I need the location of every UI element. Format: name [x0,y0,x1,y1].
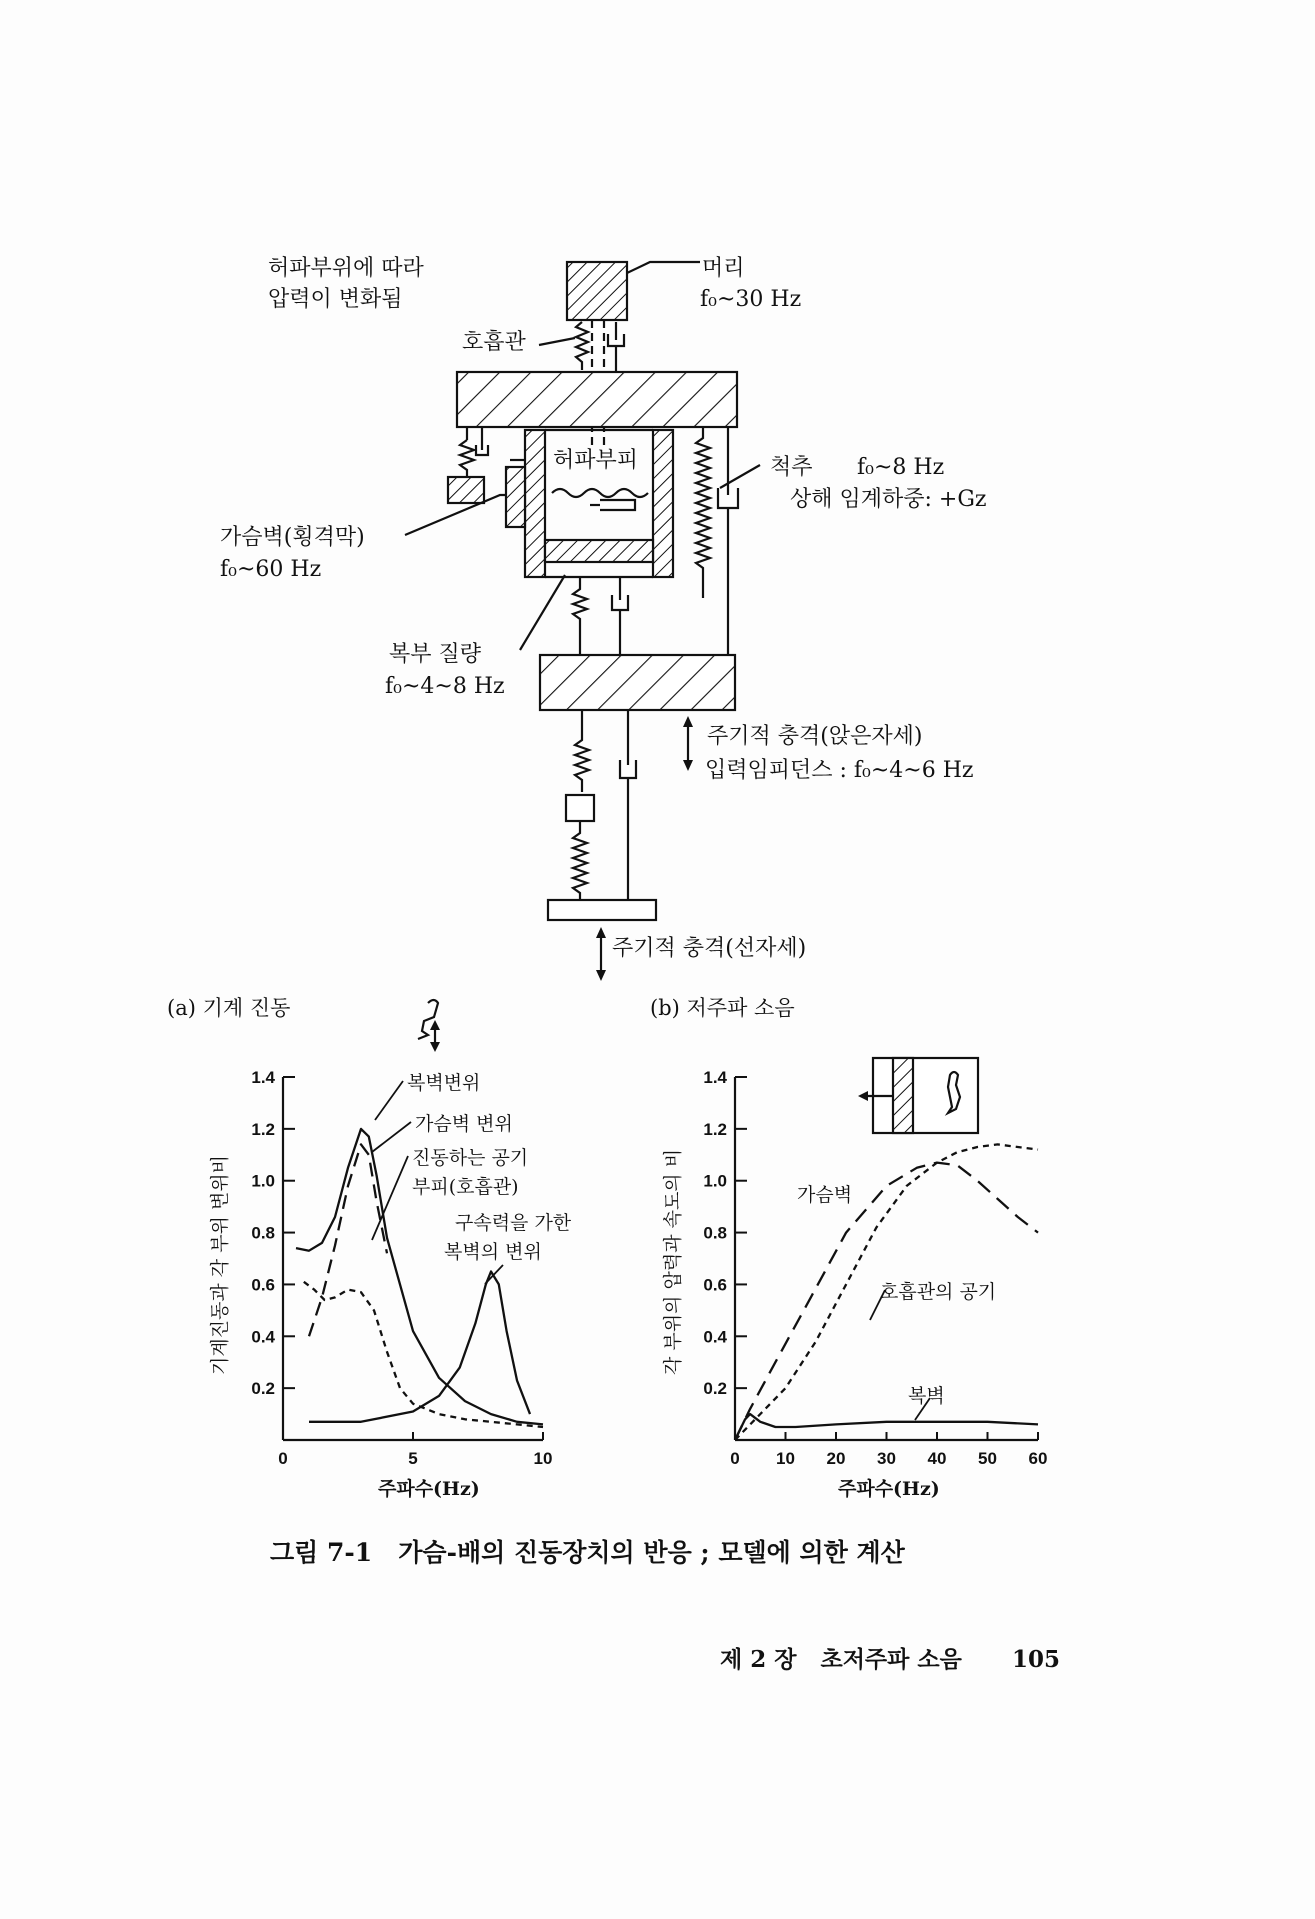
chapter-footer: 제 2 장 초저주파 소음 [720,1646,962,1673]
standing-input-label: 주기적 충격(선자세) [612,936,807,961]
chart-a-xlabel: 주파수(Hz) [378,1478,480,1500]
abdomen-label: 복부 질량 [389,642,482,667]
lung-label: 허파부피 [553,448,639,473]
chart-a-y-tick-label: 0.6 [251,1275,275,1295]
chart-b-xlabel: 주파수(Hz) [838,1478,940,1500]
spine-label: 척추 [770,455,813,480]
chart-a-y-tick-label: 1.0 [251,1171,275,1191]
chart-b-x-tick-label: 40 [927,1449,947,1468]
page-number: 105 [1012,1646,1061,1673]
head-freq: f₀~30 Hz [700,287,802,312]
chart-a-y-tick-label: 0.8 [251,1223,275,1243]
chart-b-y-tick-label: 0.8 [703,1223,727,1243]
annot-chest-wall: 가슴벽 변위 [415,1113,513,1135]
chart-b-x-tick-label: 50 [978,1449,997,1468]
annot-b-chest: 가슴벽 [797,1184,853,1206]
chart-b-y-tick-label: 1.2 [703,1119,727,1139]
head-label: 머리 [702,256,745,281]
annotation-leader-line [372,1156,408,1240]
spine-freq: f₀~8 Hz [857,455,945,480]
panel-a-title: (a) 기계 진동 [167,996,291,1020]
chart-a-x-tick-label: 10 [533,1449,553,1468]
annot-air-volume-2: 부피(호흡관) [412,1176,519,1198]
head-note-line2: 압력이 변화됨 [268,287,403,312]
airway-label: 호흡관 [462,330,526,355]
chart-a-x-tick-label: 0 [278,1449,288,1468]
chart-a-y-tick-label: 0.4 [251,1327,275,1347]
diaphragm-label: 가슴벽(횡격막) [220,525,365,550]
seated-input-label: 주기적 충격(앉은자세) [707,724,923,749]
chart-b-x-tick-label: 20 [826,1449,846,1468]
chart-a-y-tick-label: 0.2 [251,1379,275,1399]
chart-a-y-tick-label: 1.2 [251,1119,275,1139]
annot-abdomen-wall: 복벽변위 [407,1072,481,1094]
annotation-leader-line [375,1081,403,1120]
chart-b-y-tick-label: 0.4 [703,1327,727,1347]
abdomen-freq: f₀~4~8 Hz [385,674,505,699]
chart-b-y-tick-label: 0.2 [703,1379,727,1399]
chart-b-y-tick-label: 1.0 [703,1171,727,1191]
seated-impedance-label: 입력임피던스 : f₀~4~6 Hz [705,758,974,783]
chart-b-y-tick-label: 1.4 [703,1068,727,1087]
annot-restrained-2: 복벽의 변위 [444,1241,542,1263]
diaphragm-freq: f₀~60 Hz [220,557,322,582]
head-note-line1: 허파부위에 따라 [268,256,424,281]
annot-b-abdomen: 복벽 [908,1385,945,1407]
spine-load: 상해 임계하중: +Gz [790,487,987,512]
annot-air-volume-1: 진동하는 공기 [412,1147,529,1169]
annotation-leader-line [372,1122,411,1152]
chart-a-ylabel: 기계진동과 각 부위 변위비 [209,1154,231,1375]
annot-b-airway: 호흡관의 공기 [880,1281,997,1303]
annotation-leader-line [485,1265,503,1284]
panel-b-title: (b) 저주파 소음 [650,996,795,1020]
chart-b-ylabel: 각 부위의 압력과 속도의 비 [662,1148,684,1375]
chart-b-x-tick-label: 10 [776,1449,795,1468]
chart-b-x-tick-label: 0 [730,1449,740,1468]
annot-restrained-1: 구속력을 가한 [455,1212,572,1234]
chart-b-y-tick-label: 0.6 [703,1275,727,1295]
chart-b-x-tick-label: 60 [1028,1449,1048,1468]
chart-b-x-tick-label: 30 [877,1449,896,1468]
chart-a-x-tick-label: 5 [408,1449,418,1468]
figure-caption: 그림 7-1 가슴-배의 진동장치의 반응 ; 모델에 의한 계산 [270,1538,905,1567]
chart-a-y-tick-label: 1.4 [251,1068,275,1087]
